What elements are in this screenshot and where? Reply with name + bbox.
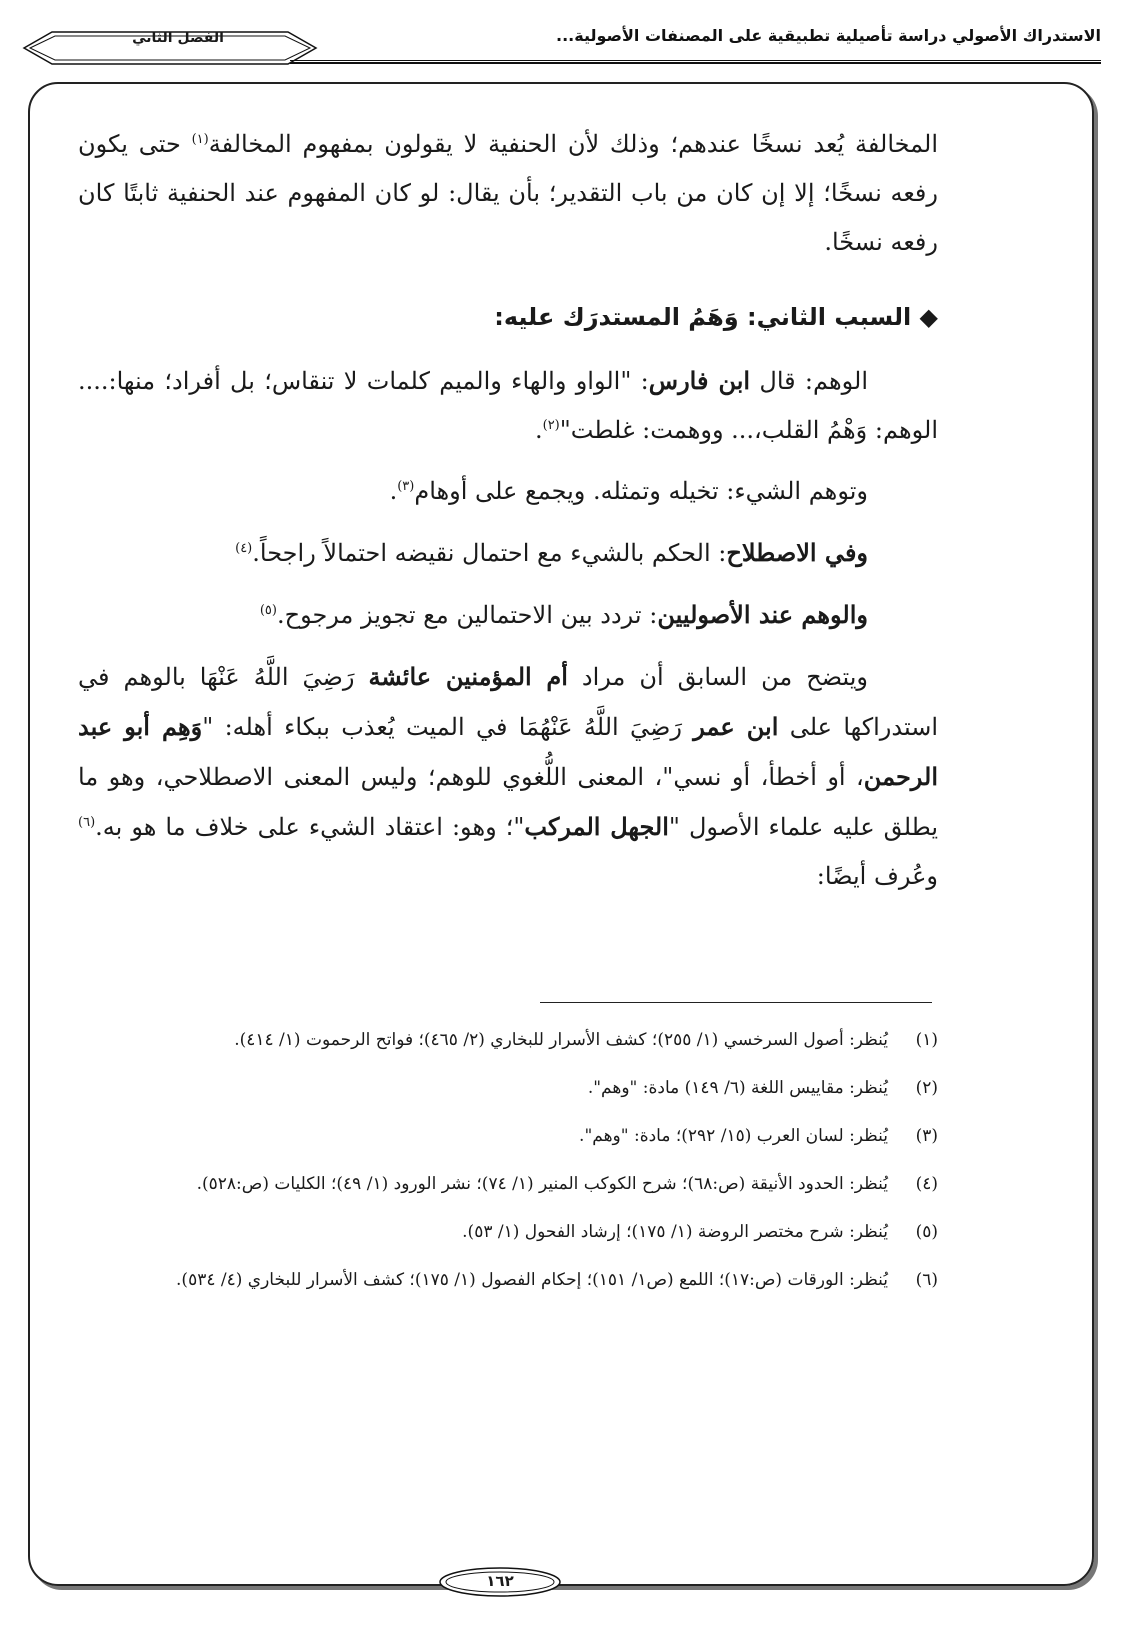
footnote-ref-4[interactable]: (٤)	[235, 541, 253, 556]
paragraph-2: الوهم: قال ابن فارس: "الواو والهاء والميم كلمات لا تنقاس؛ بل أفراد؛ منها:.... الوهم: وَهْمُ القلب،... ووهمت: غلطت"$^{(٢)}$.	[78, 366, 938, 444]
paragraph-5: والوهم عند الأصوليين: تردد بين الاحتمالين مع تجويز مرجوح.$^{(٥)}$	[259, 600, 868, 629]
footnote-5: (٥) يُنظر: شرح مختصر الروضة (١/ ١٧٥)؛ إرشاد الفحول (١/ ٥٣).	[462, 1222, 938, 1242]
footnote-2: (٢) يُنظر: مقاييس اللغة (٦/ ١٤٩) مادة: "وهم".	[587, 1078, 938, 1098]
main-text	[78, 120, 938, 901]
running-book-title: الاستدراك الأصولي دراسة تأصيلية تطبيقية على المصنفات الأصولية...	[556, 26, 1101, 45]
footnotes	[78, 1022, 938, 1310]
footnote-4: (٤) يُنظر: الحدود الأنيقة (ص:٦٨)؛ شرح الكوكب المنير (١/ ٧٤)؛ نشر الورود (١/ ٤٩)؛ الكليات (ص:٥٢٨).	[196, 1174, 938, 1194]
footnote-ref-1[interactable]: (١)	[191, 132, 209, 147]
paragraph-6: ويتضح من السابق أن مراد أم المؤمنين عائشة رَضِيَ اللَّهُ عَنْهَا بالوهم في استدراكها على ابن عمر رَضِيَ اللَّهُ عَنْهُمَا في الميت يُعذب ببكاء أهله: "وَهِم أبو عبد الرحمن، أو أخطأ، أو نسي"، المعنى اللُّغوي للوهم؛ وليس المعنى الاصطلاحي، وهو ما يطلق عليه علماء الأصول "الجهل المركب"؛ وهو: اعتقاد الشيء على خلاف ما هو به.$^{(٦)}$ وعُرف أيضًا:	[78, 662, 939, 890]
footnote-ref-3[interactable]: (٣)	[397, 479, 415, 494]
footnote-separator	[540, 1002, 932, 1003]
footnote-6: (٦) يُنظر: الورقات (ص:١٧)؛ اللمع (ص١/ ١٥١)؛ إحكام الفصول (١/ ١٧٥)؛ كشف الأسرار للبخاري (٤/ ٥٣٤).	[176, 1270, 938, 1290]
footnote-ref-6[interactable]: (٦)	[78, 815, 96, 830]
section-heading: ◆ السبب الثاني: وَهَمُ المستدرَك عليه:	[494, 303, 938, 331]
footnote-ref-5[interactable]: (٥)	[259, 603, 277, 618]
paragraph-1: المخالفة يُعد نسخًا عندهم؛ وذلك لأن الحنفية لا يقولون بمفهوم المخالفة$^{(١)}$ حتى يكون رفعه نسخًا؛ إلا إن كان من باب التقدير؛ بأن يقال: لو كان المفهوم عند الحنفية ثابتًا كان رفعه نسخًا.	[78, 130, 938, 256]
footnote-ref-2[interactable]: (٢)	[542, 418, 560, 433]
footnote-1: (١) يُنظر: أصول السرخسي (١/ ٢٥٥)؛ كشف الأسرار للبخاري (٢/ ٤٦٥)؛ فواتح الرحموت (١/ ٤١٤).	[234, 1030, 938, 1050]
page-number: ١٦٢	[486, 1572, 514, 1590]
page-number-badge	[435, 1562, 565, 1602]
page-header	[20, 18, 1101, 68]
paragraph-4: وفي الاصطلاح: الحكم بالشيء مع احتمال نقيضه احتمالاً راجحاً.$^{(٤)}$	[235, 538, 868, 567]
paragraph-3: وتوهم الشيء: تخيله وتمثله. ويجمع على أوهام$^{(٣)}$.	[389, 477, 868, 505]
header-rule	[290, 60, 1101, 64]
chapter-label: الفصل الثاني	[132, 30, 224, 46]
footnote-3: (٣) يُنظر: لسان العرب (١٥/ ٢٩٢)؛ مادة: "وهم".	[579, 1126, 938, 1146]
